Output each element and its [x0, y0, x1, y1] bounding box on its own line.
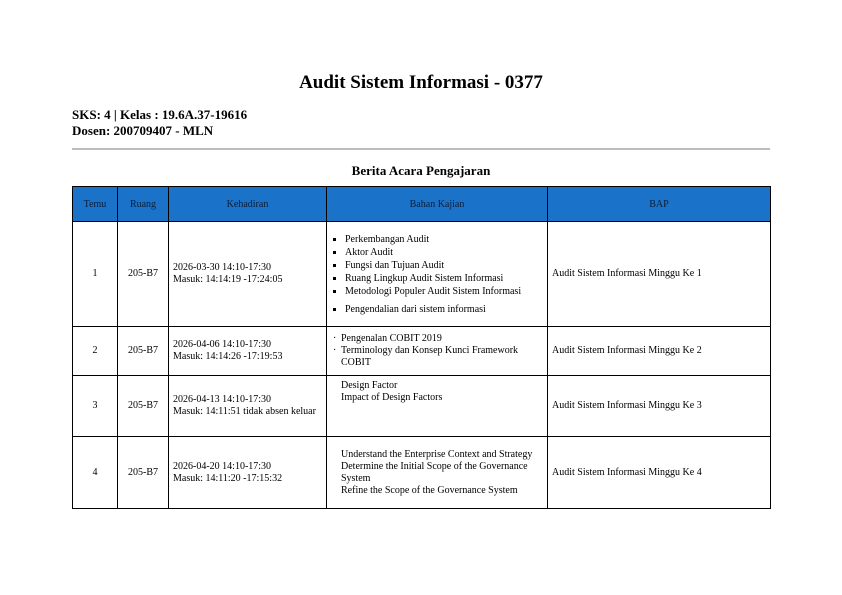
bahan-item: · Pengenalan COBIT 2019: [341, 333, 543, 345]
bap-cell: Audit Sistem Informasi Minggu Ke 1: [548, 222, 771, 327]
bahan-cell: [327, 222, 548, 327]
masuk-text: Masuk: 14:14:19 -17:24:05: [173, 274, 283, 285]
table-row: [73, 376, 771, 437]
temu-cell: 4: [73, 437, 118, 509]
table-row: [73, 327, 771, 376]
bahan-item: · Terminology dan Konsep Kunci Framework COBIT: [341, 345, 543, 369]
page-title: Audit Sistem Informasi - 0377: [299, 72, 543, 93]
ruang-cell: 205-B7: [118, 327, 169, 376]
table-row: [73, 437, 771, 509]
bahan-item: Understand the Enterprise Context and Strategy: [341, 448, 533, 460]
bahan-item: ▪ Aktor Audit: [345, 246, 543, 259]
bap-cell: Audit Sistem Informasi Minggu Ke 2: [548, 327, 771, 376]
table-header-row: [73, 187, 771, 222]
kehadiran-cell: [169, 437, 327, 509]
ruang-cell: 205-B7: [118, 437, 169, 509]
bap-cell: Audit Sistem Informasi Minggu Ke 3: [548, 376, 771, 437]
kehadiran-cell: [169, 327, 327, 376]
bahan-item: ▪ Fungsi dan Tujuan Audit: [345, 259, 543, 272]
kehadiran-cell: [169, 222, 327, 327]
course-info: SKS: 4 | Kelas : 19.6A.37-19616: [72, 107, 248, 122]
header-kehadiran: Kehadiran: [169, 187, 327, 222]
masuk-text: Masuk: 14:11:51 tidak absen keluar: [173, 406, 316, 417]
masuk-text: Masuk: 14:11:20 -17:15:32: [173, 472, 283, 484]
header-ruang: Ruang: [118, 187, 169, 222]
bap-cell: Audit Sistem Informasi Minggu Ke 4: [548, 437, 771, 509]
lecturer-info: Dosen: 200709407 - MLN: [72, 123, 214, 138]
section-title: Berita Acara Pengajaran: [351, 163, 491, 178]
ruang-cell: 205-B7: [118, 376, 169, 437]
attendance-table: [72, 186, 771, 509]
jadwal-text: 2026-04-20 14:10-17:30: [173, 460, 272, 472]
bahan-item: ▪ Perkembangan Audit: [345, 233, 543, 246]
bahan-cell: [327, 437, 548, 509]
temu-cell: 3: [73, 376, 118, 437]
bahan-item: Refine the Scope of the Governance System: [341, 484, 518, 496]
bahan-item: Design Factor: [341, 380, 398, 391]
kehadiran-cell: [169, 376, 327, 437]
bahan-item: Determine the Initial Scope of the Governance System: [341, 460, 528, 484]
temu-cell: 2: [73, 327, 118, 376]
jadwal-text: 2026-04-06 14:10-17:30: [173, 339, 272, 350]
header-bap: BAP: [548, 187, 771, 222]
bahan-cell: [327, 376, 548, 437]
header-bahan-kajian: Bahan Kajian: [327, 187, 548, 222]
table-row: [73, 222, 771, 327]
temu-cell: 1: [73, 222, 118, 327]
bahan-item: ▪ Metodologi Populer Audit Sistem Informasi: [345, 285, 543, 298]
header-divider: [72, 148, 770, 150]
jadwal-text: 2026-03-30 14:10-17:30: [173, 262, 272, 273]
bahan-item: Impact of Design Factors: [341, 392, 443, 403]
ruang-cell: 205-B7: [118, 222, 169, 327]
bahan-item: ▪ Ruang Lingkup Audit Sistem Informasi: [345, 272, 543, 285]
header-temu: Temu: [73, 187, 118, 222]
bahan-item: ▪ Pengendalian dari sistem informasi: [345, 303, 543, 316]
jadwal-text: 2026-04-13 14:10-17:30: [173, 394, 272, 405]
masuk-text: Masuk: 14:14:26 -17:19:53: [173, 351, 283, 362]
bahan-cell: [327, 327, 548, 376]
